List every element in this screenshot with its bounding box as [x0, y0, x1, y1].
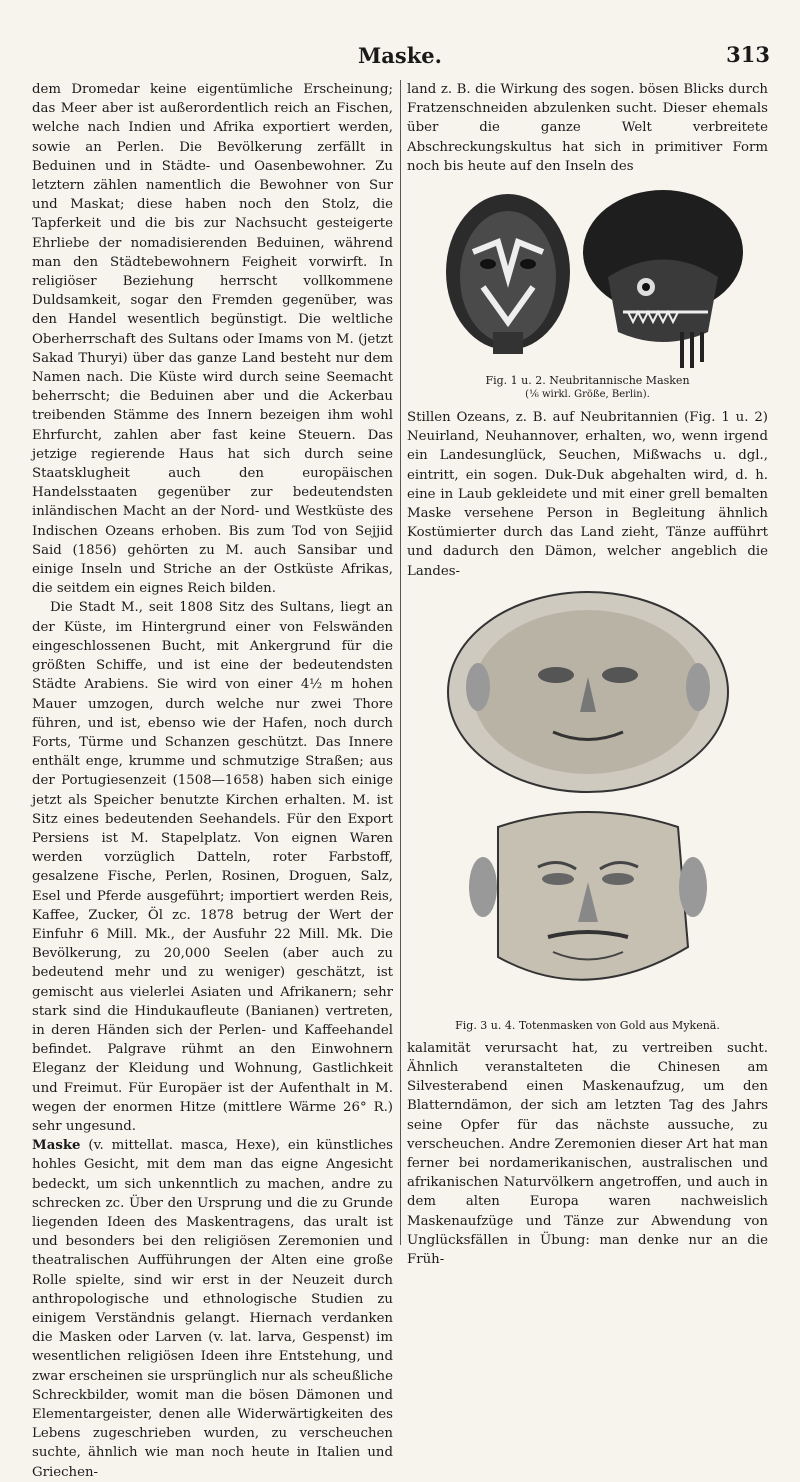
paragraph-dromedar: dem Dromedar keine eigentümliche Erscheinung; das Meer aber ist außerordentlich reich an Fischen, welche nach Indien und Afrika exportiert werden, sowie an Perlen. Die Bevölkerung zerfällt in Beduinen und in Städte- und Oasenbewohner. Zu letztern zählen namentlich die Bewohner von Sur und Maskat; diese haben noch den Stolz, die Tapferkeit und die bis zur Nachsucht gesteigerte Ehrliebe der nomadisierenden Beduinen, während man den Städtebewohnern Feigheit vorwirft. In religiöser Beziehung herrscht vollkommene Duldsamkeit, sogar den Fremden gegenüber, was den Handel wesentlich begünstigt. Die weltliche Oberherrschaft des Sultans oder Imams von M. (jetzt Sakad Thuryi) über das ganze Land besteht nur dem Namen nach. Die Küste wird durch seine Seemacht beherrscht; die Beduinen aber und die Ackerbau treibenden Stämme des Innern bezeigen ihm wohl Ehrfurcht, zahlen aber fast keine Steuern. Das jetzige regierende Haus hat sich durch seine Staatsklugheit auch den europäischen Handelsstaaten gegenüber zur bedeutendsten inländischen Macht an der Nord- und Westküste des Indischen Ozeans erhoben. Bis zum Tod von Sejjid Said (1856) gehörten zu M. auch Sansibar und einige Inseln und Striche an der Ostküste Afrikas, die seitdem ein eignes Reich bilden.	[32, 82, 393, 597]
mask-figure-2	[583, 190, 743, 368]
entry-maske-text: (v. mittellat. masca, Hexe), ein künstliches hohles Gesicht, mit dem man das eigne Angesicht bedeckt, um sich unkenntlich zu machen, andre zu schrecken zc. Über den Ursprung und die zu Grunde liegenden Ideen des Maskentragens, das uralt ist und besonders bei den religiösen Zeremonien und theatralischen Aufführungen der Alten eine große Rolle spielte, sind wir erst in der Neuzeit durch anthropologische und ethnologische Studien zu einigem Verständnis gelangt. Hiernach verdanken die Masken oder Larven (v. lat. larva, Gespenst) im wesentlichen religiösen Ideen ihre Entstehung, und zwar erscheinen sie ursprünglich nur als scheußliche Schreckbilder, womit man die bösen Dämonen und Elementargeister, denen alle Widerwärtigkeiten des Lebens zugeschrieben wurden, zu verscheuchen suchte, ähnlich wie man noch heute in Italien und Griechen-	[32, 1138, 393, 1480]
mask-figure-1	[446, 194, 570, 354]
right-column	[407, 80, 768, 1269]
left-column	[32, 80, 393, 1482]
figure-caption-1-2	[407, 374, 768, 402]
paragraph-kalamitaet: kalamität verursacht hat, zu vertreiben sucht. Ähnlich veranstalteten die Chinesen am Silvesterabend einen Maskenaufzug, um den Blatterndämon, der sich am letzten Tag des Jahrs seine Opfer für das nächste aussuche, zu verscheuchen. Andre Zeremonien dieser Art hat man ferner bei nordamerikanischen, australischen und afrikanischen Naturvölkern angetroffen, und auch in dem alten Europa waren nachweislich Maskenaufzüge und Tänze zur Abwendung von Unglücksfällen in Übung: man denke nur an die Früh-	[407, 1040, 768, 1268]
paragraph-stillen-ozeans: Stillen Ozeans, z. B. auf Neubritannien (Fig. 1 u. 2) Neuirland, Neuhannover, erhalten, wo, wenn irgend ein Landesunglück, Seuchen, Mißwachs u. dgl., eintritt, ein sogen. Duk-Duk abgehalten wird, d. h. eine in Laub gekleidete und mit einer grell bemalten Maske versehene Person in Begleitung ähnlich Kostümierter durch das Land zieht, Tänze aufführt und dadurch den Dämon, welcher angeblich die Landes-	[407, 410, 768, 579]
paragraph-stadt-maskat: Die Stadt M., seit 1808 Sitz des Sultans, liegt an der Küste, im Hintergrund einer von Felswänden eingeschlossenen Bucht, mit Ankergrund für die größten Schiffe, und ist eine der bedeutendsten Städte Arabiens. Sie wird von einer 4½ m hohen Mauer umzogen, durch welche nur zwei Thore führen, und ist, ebenso wie der Hafen, noch durch Forts, Türme und Schanzen geschützt. Das Innere enthält enge, krumme und schmutzige Straßen; aus der Portugiesenzeit (1508—1658) haben sich einige jetzt als Speicher benutzte Kirchen erhalten. M. ist Sitz eines bedeutenden Seehandels. Für den Export Persiens ist M. Stapelplatz. Von eignen Waren werden vorzüglich Datteln, roter Farbstoff, gesalzene Fische, Perlen, Rosinen, Droguen, Salz, Esel und Pferde ausgeführt; importiert werden Reis, Kaffee, Zucker, Öl zc. 1878 betrug der Wert der Einfuhr 6 Mill. Mk., der Ausfuhr 22 Mill. Mk. Die Bevölkerung, zu 20,000 Seelen (aber auch zu bedeutend mehr und zu weniger) geschätzt, ist gemischt aus vielerlei Asiaten und Afrikanern; sehr stark sind die Hindukaufleute (Banianen) vertreten, in deren Händen sich der Perlen- und Kaffeehandel befindet. Palgrave rühmt an den Einwohnern Eleganz der Kleidung und Wohnung, Gastlichkeit und Freimut. Für Europäer ist der Aufenthalt in M. wegen der enormen Hitze (mittlere Wärme 26° R.) sehr ungesund.	[32, 600, 393, 1134]
neubritannia-masks-illustration	[418, 182, 758, 372]
mask-figure-4	[469, 812, 707, 980]
column-divider	[400, 80, 401, 1245]
mycenae-death-masks-illustration	[438, 587, 738, 1017]
mask-figure-3	[448, 592, 728, 792]
figure-caption-3-4: Fig. 3 u. 4. Totenmasken von Gold aus Mykenä.	[455, 1018, 720, 1032]
page-number: 313	[726, 42, 770, 67]
page-title: Maske.	[358, 42, 442, 68]
entry-maske	[32, 1136, 393, 1482]
caption-text: Fig. 1 u. 2. Neubritannische Masken	[485, 374, 690, 388]
caption-subtext: (⅙ wirkl. Größe, Berlin).	[525, 389, 650, 401]
paragraph-boesen-blick: land z. B. die Wirkung des sogen. bösen Blicks durch Fratzenschneiden abzulenken sucht. Dieser ehemals über die ganze Welt verbreitete Abschreckungskultus hat sich in primitiver Form noch bis heute auf den Inseln des	[407, 82, 768, 174]
figure-totenmasken	[407, 587, 768, 1033]
figure-neubritannische-masken	[407, 182, 768, 402]
entry-headword: Maske	[32, 1138, 81, 1154]
page-header	[30, 40, 770, 70]
